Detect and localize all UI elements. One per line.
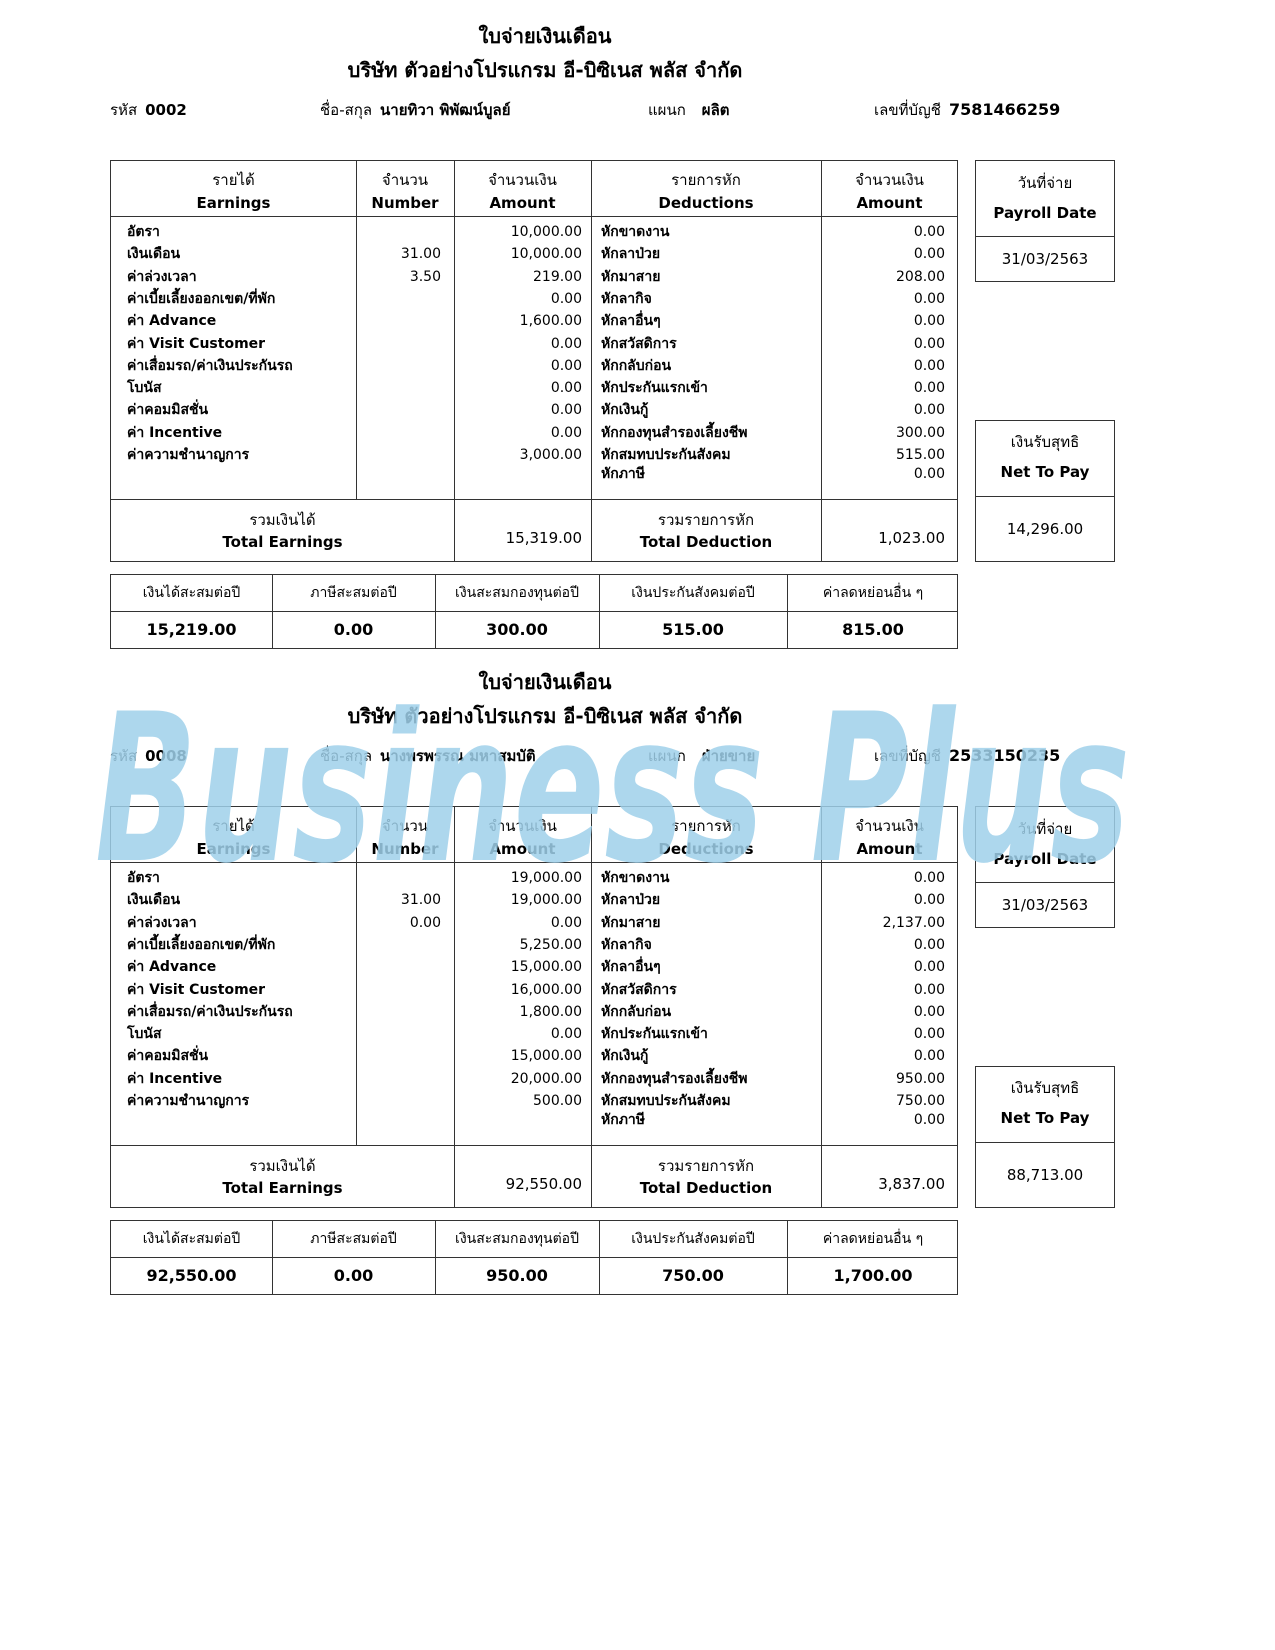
deduction-amount: 0.00 [913, 936, 945, 953]
ytd-header: เงินประกันสังคมต่อปี [631, 1231, 755, 1247]
ytd-header: ค่าลดหย่อนอื่น ๆ [822, 1231, 924, 1247]
deduction-label: หักลาป่วย [601, 246, 661, 263]
earning-label: โบนัส [127, 1026, 162, 1043]
earnings-header: รายได้ Earnings [196, 817, 271, 858]
employee-code: รหัส 0008 [110, 747, 187, 765]
ytd-column [272, 1221, 435, 1294]
earning-amount: 10,000.00 [510, 246, 582, 263]
earning-number [361, 956, 441, 979]
deduction-amount: 0.00 [913, 981, 945, 998]
deduction-amount: 0.00 [913, 246, 945, 263]
earning-label: อัตรา [127, 870, 160, 886]
ytd-column [111, 575, 272, 648]
ytd-value: 15,219.00 [146, 620, 237, 639]
total-earnings-label: รวมเงินได้ Total Earnings [222, 511, 343, 551]
payslip-title: ใบจ่ายเงินเดือน [478, 670, 612, 694]
ytd-header: เงินได้สะสมต่อปี [142, 585, 241, 601]
ytd-column [111, 1221, 272, 1294]
earning-number [361, 1001, 441, 1024]
earnings-header: รายได้ Earnings [196, 171, 271, 212]
deduction-label: หักลาอื่นๆ [601, 959, 661, 976]
earning-amount: 5,250.00 [519, 936, 582, 953]
earning-label: ค่า Visit Customer [127, 981, 266, 998]
earning-label: ค่าคอมมิสชั่น [127, 402, 209, 419]
earning-number: 31.00 [400, 246, 441, 263]
deduction-label: หักสมทบประกันสังคม [601, 1093, 731, 1109]
earning-label: ค่าล่วงเวลา [127, 268, 197, 285]
deduction-amount: 0.00 [913, 290, 945, 307]
deduction-label: หักกลับก่อน [601, 357, 672, 374]
earning-amount: 3,000.00 [519, 447, 582, 463]
earning-label: อัตรา [127, 224, 160, 240]
earning-label: ค่า Incentive [127, 1070, 223, 1087]
ytd-header: เงินได้สะสมต่อปี [142, 1231, 241, 1247]
earning-amount: 0.00 [550, 402, 582, 419]
employee-name: ชื่อ-สกุล นายทิวา พิพัฒน์บูลย์ [320, 101, 511, 119]
total-deduction-label: รวมรายการหัก Total Deduction [639, 1157, 773, 1197]
amount-header: จำนวนเงิน Amount [488, 171, 557, 212]
deductions-header: รายการหัก Deductions [658, 171, 754, 212]
earning-number [361, 1090, 441, 1113]
deduction-label: หักลาอื่นๆ [601, 313, 661, 330]
deduction-label: หักกลับก่อน [601, 1003, 672, 1020]
payslip-title: ใบจ่ายเงินเดือน [478, 24, 612, 48]
total-deduction-value: 1,023.00 [878, 529, 945, 547]
ytd-column [272, 575, 435, 648]
earning-number [361, 422, 441, 445]
earning-number [361, 934, 441, 957]
ytd-column [787, 575, 959, 648]
net-to-pay-box: เงินรับสุทธิ Net To Pay 14,296.00 [975, 420, 1115, 562]
earning-label: ค่าความชำนาญการ [127, 1093, 250, 1109]
earning-amount: 219.00 [533, 268, 582, 285]
deduction-amount: 515.00 [896, 447, 945, 463]
svg-text:Business Plus: Business Plus [95, 690, 1130, 890]
earning-amount: 0.00 [550, 357, 582, 374]
ytd-value: 750.00 [662, 1266, 724, 1285]
earning-number [361, 288, 441, 311]
earning-label: ค่า Advance [127, 959, 217, 976]
earning-number: 31.00 [400, 892, 441, 909]
net-to-pay-value: 14,296.00 [976, 496, 1114, 561]
earning-number [361, 333, 441, 356]
ytd-header: ค่าลดหย่อนอื่น ๆ [822, 585, 924, 601]
number-header: จำนวน Number [371, 817, 439, 858]
earning-amount: 0.00 [550, 335, 582, 352]
earning-label: ค่าเสื่อมรถ/ค่าเงินประกันรถ [127, 1003, 293, 1020]
deduction-label: หักขาดงาน [601, 870, 670, 886]
earning-amount: 0.00 [550, 290, 582, 307]
earning-label: ค่าล่วงเวลา [127, 914, 197, 931]
ytd-header: ภาษีสะสมต่อปี [310, 585, 397, 601]
total-earnings-value: 92,550.00 [505, 1175, 582, 1193]
payroll-date-value: 31/03/2563 [976, 882, 1114, 928]
deduction-label: หักประกันแรกเข้า [601, 1026, 708, 1043]
ytd-header: เงินสะสมกองทุนต่อปี [455, 1231, 579, 1247]
earning-number [361, 221, 441, 244]
ytd-value: 1,700.00 [833, 1266, 913, 1285]
earning-number: 3.50 [409, 268, 441, 285]
ytd-value: 92,550.00 [146, 1266, 237, 1285]
earning-amount: 10,000.00 [510, 224, 582, 240]
department: แผนก ฝ่ายขาย [648, 747, 756, 765]
earnings-deductions-table [110, 160, 958, 562]
earning-amount: 15,000.00 [510, 959, 582, 976]
ytd-header: ภาษีสะสมต่อปี [310, 1231, 397, 1247]
earning-label: ค่าเบี้ยเลี้ยงออกเขต/ที่พัก [127, 290, 276, 307]
deduction-amount: 950.00 [896, 1070, 945, 1087]
earning-label: ค่าเสื่อมรถ/ค่าเงินประกันรถ [127, 357, 293, 374]
earning-amount: 1,800.00 [519, 1003, 582, 1020]
total-earnings-label: รวมเงินได้ Total Earnings [222, 1157, 343, 1197]
deduction-label: หักมาสาย [601, 914, 661, 931]
ytd-column [599, 1221, 787, 1294]
earning-amount: 500.00 [533, 1093, 582, 1109]
earning-number: 0.00 [409, 914, 441, 931]
deduction-amount: 300.00 [896, 424, 945, 441]
deduction-label: หักเงินกู้ [601, 1048, 649, 1065]
payroll-date-box: วันที่จ่าย Payroll Date 31/03/2563 [975, 806, 1115, 928]
deduction-label: หักขาดงาน [601, 224, 670, 240]
department: แผนก ผลิต [648, 101, 730, 119]
deduction-amount: 0.00 [913, 1048, 945, 1065]
deduction-label: หักเงินกู้ [601, 402, 649, 419]
earning-label: ค่า Visit Customer [127, 335, 266, 352]
payroll-date-value: 31/03/2563 [976, 236, 1114, 282]
earning-number [361, 1023, 441, 1046]
earning-label: ค่าความชำนาญการ [127, 447, 250, 463]
earning-number [361, 355, 441, 378]
deduction-label: หักลากิจ [601, 290, 652, 307]
earning-amount: 16,000.00 [510, 981, 582, 998]
company-name: บริษัท ตัวอย่างโปรแกรม อี-บิซิเนส พลัส จำกัด [347, 58, 743, 82]
year-to-date-summary [110, 1220, 958, 1295]
deduction-label: หักลาป่วย [601, 892, 661, 909]
earning-number [361, 979, 441, 1002]
account-number: เลขที่บัญชี 7581466259 [874, 100, 1061, 119]
deduction-amount: 0.00 [913, 224, 945, 240]
deduction-label: หักลากิจ [601, 936, 652, 953]
company-name: บริษัท ตัวอย่างโปรแกรม อี-บิซิเนส พลัส จำกัด [347, 704, 743, 728]
deduction-label: หักกองทุนสำรองเลี้ยงชีพ [601, 1070, 748, 1087]
earning-number [361, 1045, 441, 1068]
ytd-column [787, 1221, 959, 1294]
earning-number [361, 377, 441, 400]
total-deduction-value: 3,837.00 [878, 1175, 945, 1193]
deduction-amount: 0.00 [913, 870, 945, 886]
deduction-amount: 0.00 [913, 959, 945, 976]
earning-number [361, 399, 441, 422]
deduction-amount: 0.00 [913, 1026, 945, 1043]
deduction-label: หักมาสาย [601, 268, 661, 285]
earning-label: เงินเดือน [127, 246, 181, 263]
earning-amount: 19,000.00 [510, 870, 582, 886]
deduction-amount: 0.00 [913, 402, 945, 419]
year-to-date-summary [110, 574, 958, 649]
payslip-0002 [0, 10, 1275, 665]
deduction-amount: 0.00 [913, 380, 945, 397]
net-to-pay-value: 88,713.00 [976, 1142, 1114, 1207]
earning-amount: 15,000.00 [510, 1048, 582, 1065]
earning-label: เงินเดือน [127, 892, 181, 909]
total-earnings-value: 15,319.00 [505, 529, 582, 547]
earning-label: ค่าเบี้ยเลี้ยงออกเขต/ที่พัก [127, 936, 276, 953]
earning-number [361, 444, 441, 467]
deduction-amount: 0.00 [913, 1112, 945, 1128]
ytd-column [435, 575, 599, 648]
employee-code: รหัส 0002 [110, 101, 187, 119]
employee-name: ชื่อ-สกุล นางพรพรรณ มหาสมบัติ [320, 747, 536, 765]
deduction-label: หักสวัสดิการ [601, 981, 677, 998]
earning-label: โบนัส [127, 380, 162, 397]
ytd-value: 0.00 [333, 620, 374, 639]
earning-amount: 0.00 [550, 380, 582, 397]
ytd-value: 950.00 [486, 1266, 548, 1285]
ytd-value: 300.00 [486, 620, 548, 639]
ytd-value: 515.00 [662, 620, 724, 639]
deduction-amount: 208.00 [896, 268, 945, 285]
earning-number [361, 1068, 441, 1091]
deduction-amount: 0.00 [913, 335, 945, 352]
earning-amount: 0.00 [550, 1026, 582, 1043]
ytd-value: 815.00 [842, 620, 904, 639]
earning-amount: 0.00 [550, 424, 582, 441]
payroll-date-box: วันที่จ่าย Payroll Date 31/03/2563 [975, 160, 1115, 282]
earning-number [361, 310, 441, 333]
deduction-label: หักกองทุนสำรองเลี้ยงชีพ [601, 424, 748, 441]
deductions-header: รายการหัก Deductions [658, 817, 754, 858]
earning-amount: 1,600.00 [519, 313, 582, 330]
ytd-column [599, 575, 787, 648]
earning-amount: 20,000.00 [510, 1070, 582, 1087]
deduction-label: หักภาษี [601, 466, 646, 482]
deduction-amount: 2,137.00 [882, 914, 945, 931]
net-to-pay-box: เงินรับสุทธิ Net To Pay 88,713.00 [975, 1066, 1115, 1208]
deduction-amount: 0.00 [913, 466, 945, 482]
earning-amount: 0.00 [550, 914, 582, 931]
deduction-label: หักภาษี [601, 1112, 646, 1128]
deduction-amount: 750.00 [896, 1093, 945, 1109]
amount-header: จำนวนเงิน Amount [488, 817, 557, 858]
business-plus-watermark-logo [95, 690, 1135, 890]
deduction-label: หักสวัสดิการ [601, 335, 677, 352]
total-deduction-label: รวมรายการหัก Total Deduction [639, 511, 773, 551]
ytd-header: เงินประกันสังคมต่อปี [631, 585, 755, 601]
number-header: จำนวน Number [371, 171, 439, 212]
ytd-column [435, 1221, 599, 1294]
deduction-amount-header: จำนวนเงิน Amount [855, 171, 924, 212]
deduction-label: หักประกันแรกเข้า [601, 380, 708, 397]
earning-amount: 19,000.00 [510, 892, 582, 909]
deduction-amount: 0.00 [913, 357, 945, 374]
deduction-amount-header: จำนวนเงิน Amount [855, 817, 924, 858]
earning-label: ค่า Incentive [127, 424, 223, 441]
account-number: เลขที่บัญชี 2533150235 [874, 746, 1061, 765]
earning-label: ค่า Advance [127, 313, 217, 330]
ytd-header: เงินสะสมกองทุนต่อปี [455, 585, 579, 601]
deduction-amount: 0.00 [913, 1003, 945, 1020]
earning-label: ค่าคอมมิสชั่น [127, 1048, 209, 1065]
ytd-value: 0.00 [333, 1266, 374, 1285]
deduction-label: หักสมทบประกันสังคม [601, 447, 731, 463]
deduction-amount: 0.00 [913, 313, 945, 330]
deduction-amount: 0.00 [913, 892, 945, 909]
